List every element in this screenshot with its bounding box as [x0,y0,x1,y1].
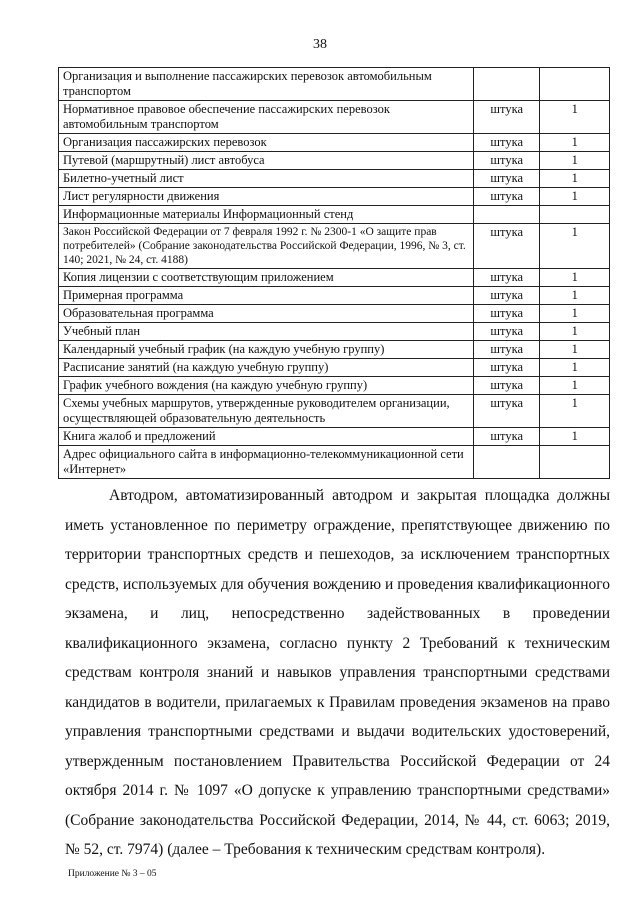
row-unit-cell [474,68,540,101]
table-row [59,188,610,206]
table-row [59,446,610,479]
row-unit-cell: штука [474,152,540,170]
table-body [59,68,610,479]
row-name-cell: Схемы учебных маршрутов, утвержденные руководителем организации, осуществляющей образовательную деятельность [59,395,474,428]
row-qty-cell: 1 [540,341,610,359]
row-qty-cell: 1 [540,101,610,134]
row-unit-cell [474,446,540,479]
row-name-cell: Календарный учебный график (на каждую учебную группу) [59,341,474,359]
row-unit-cell [474,206,540,224]
row-name-cell: Закон Российской Федерации от 7 февраля 1992 г. № 2300-1 «О защите прав потребителей» (Собрание законодательства Российской Федерации, 1996, № 3, ст. 140; 2021, № 24, ст. 4188) [59,224,474,269]
row-qty-cell: 1 [540,188,610,206]
table-row [59,395,610,428]
row-qty-cell: 1 [540,323,610,341]
row-name-cell: Учебный план [59,323,474,341]
row-unit-cell: штука [474,101,540,134]
table-row [59,224,610,269]
page-footer: Приложение № 3 – 05 [68,869,157,879]
table-row [59,341,610,359]
row-name-cell: График учебного вождения (на каждую учебную группу) [59,377,474,395]
row-unit-cell: штука [474,269,540,287]
row-name-cell: Путевой (маршрутный) лист автобуса [59,152,474,170]
table-row [59,359,610,377]
row-unit-cell: штука [474,428,540,446]
table-row [59,428,610,446]
table-row [59,305,610,323]
row-unit-cell: штука [474,305,540,323]
row-qty-cell: 1 [540,428,610,446]
row-qty-cell: 1 [540,170,610,188]
row-name-cell: Организация и выполнение пассажирских перевозок автомобильным транспортом [59,68,474,101]
row-qty-cell: 1 [540,377,610,395]
row-name-cell: Организация пассажирских перевозок [59,134,474,152]
row-name-cell: Нормативное правовое обеспечение пассажирских перевозок автомобильным транспортом [59,101,474,134]
row-qty-cell [540,206,610,224]
body-paragraph: Автодром, автоматизированный автодром и закрытая площадка должны иметь установленное по периметру ограждение, препятствующее движению по территории транспортных средств и пешеходов, за исключением транспортных средств, используемых для обучения вождению и проведения квалификационного экзамена, и лиц, непосредственно задействованных в проведении квалификационного экзамена, согласно пункту 2 Требований к техническим средствам контроля знаний и навыков управления транспортными средствами кандидатов в водители, прилагаемых к Правилам проведения экзаменов на право управления транспортными средствами и выдачи водительских удостоверений, утвержденным постановлением Правительства Российской Федерации от 24 октября 2014 г. № 1097 «О допуске к управлению транспортными средствами» (Собрание законодательства Российской Федерации, 2014, № 44, ст. 6063; 2019, № 52, ст. 7974) (далее – Требования к техническим средствам контроля). [65,487,610,858]
row-unit-cell: штука [474,323,540,341]
row-qty-cell: 1 [540,152,610,170]
table-row [59,377,610,395]
table-row [59,134,610,152]
row-unit-cell: штука [474,395,540,428]
row-name-cell: Книга жалоб и предложений [59,428,474,446]
row-qty-cell [540,446,610,479]
row-name-cell: Билетно-учетный лист [59,170,474,188]
row-unit-cell: штука [474,287,540,305]
row-unit-cell: штука [474,359,540,377]
row-qty-cell: 1 [540,269,610,287]
row-name-cell: Адрес официального сайта в информационно-телекоммуникационной сети «Интернет» [59,446,474,479]
row-name-cell: Расписание занятий (на каждую учебную группу) [59,359,474,377]
page-number: 38 [313,37,327,52]
table-row [59,170,610,188]
table-row [59,152,610,170]
row-name-cell: Образовательная программа [59,305,474,323]
row-qty-cell [540,68,610,101]
row-qty-cell: 1 [540,359,610,377]
row-name-cell: Примерная программа [59,287,474,305]
row-name-cell: Лист регулярности движения [59,188,474,206]
table-row [59,323,610,341]
row-qty-cell: 1 [540,287,610,305]
row-unit-cell: штука [474,377,540,395]
equipment-table [58,67,610,479]
row-unit-cell: штука [474,170,540,188]
row-qty-cell: 1 [540,134,610,152]
row-name-cell: Информационные материалы Информационный стенд [59,206,474,224]
table-row [59,269,610,287]
row-qty-cell: 1 [540,395,610,428]
row-unit-cell: штука [474,224,540,269]
row-unit-cell: штука [474,341,540,359]
row-name-cell: Копия лицензии с соответствующим приложением [59,269,474,287]
row-qty-cell: 1 [540,305,610,323]
row-unit-cell: штука [474,134,540,152]
table-row [59,287,610,305]
row-unit-cell: штука [474,188,540,206]
table-row [59,206,610,224]
table-row [59,101,610,134]
row-qty-cell: 1 [540,224,610,269]
table-row [59,68,610,101]
